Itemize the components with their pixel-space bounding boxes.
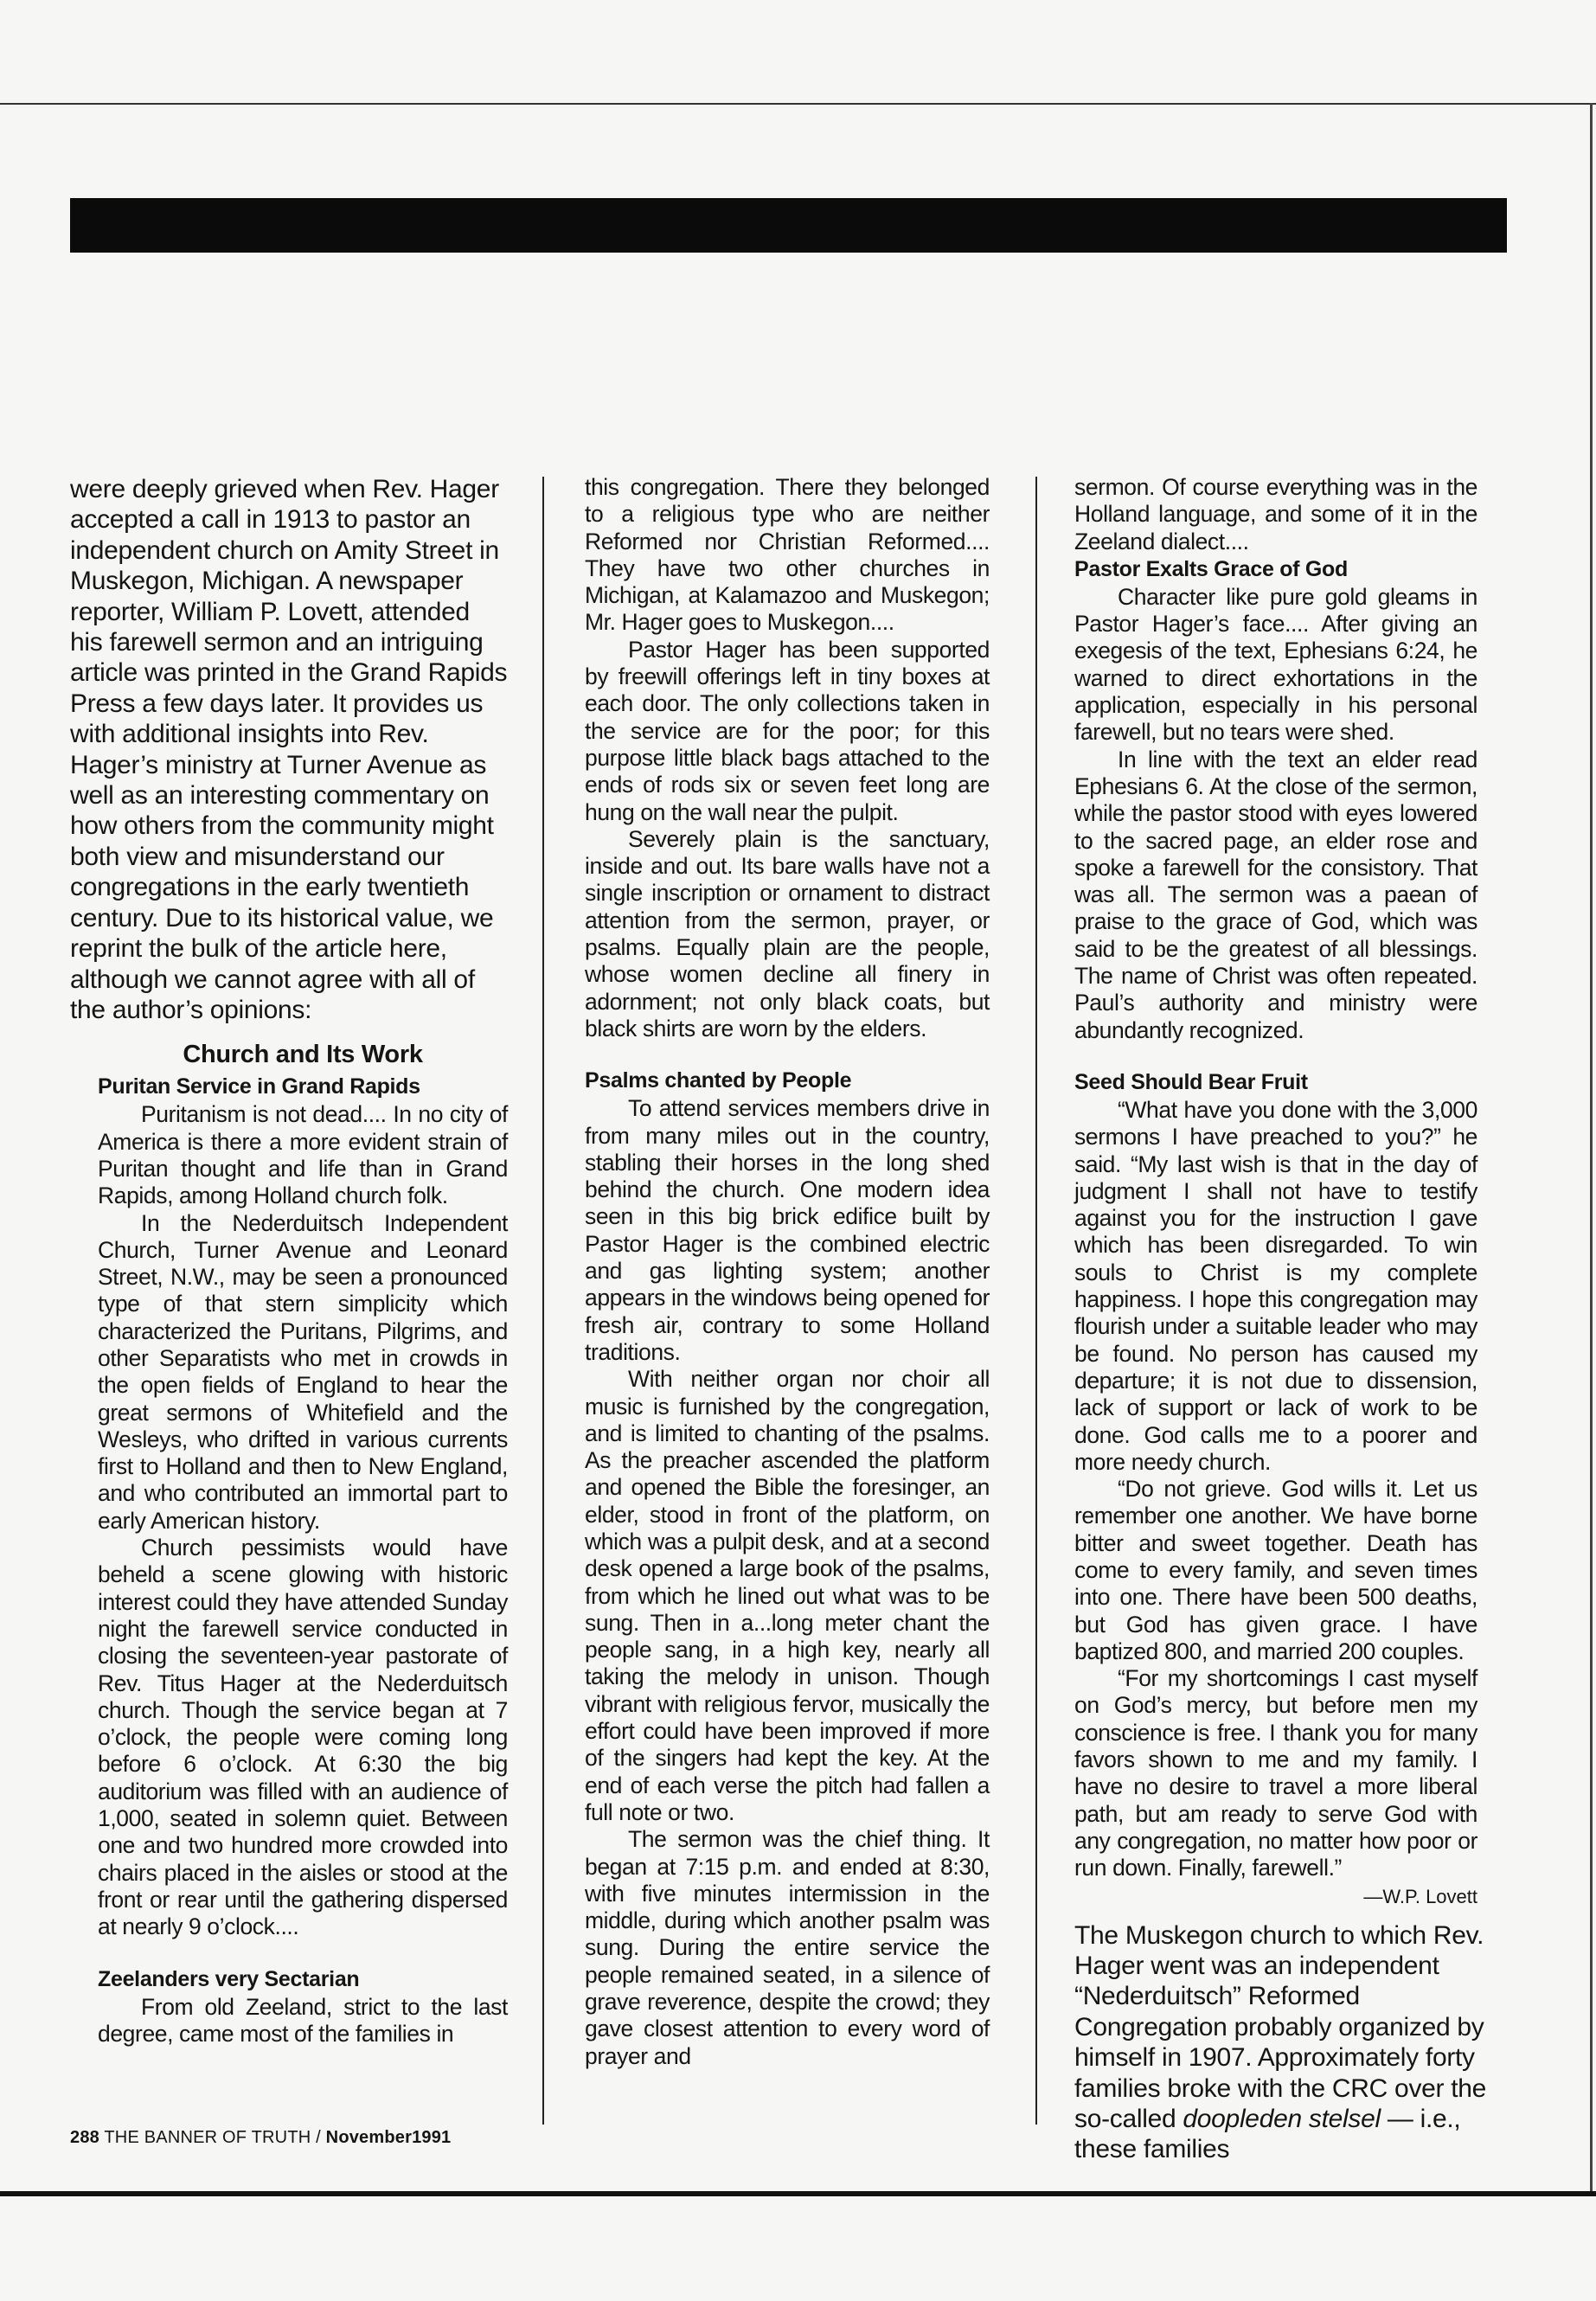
paragraph: “For my shortcomings I cast myself on God’s mercy, but before men my conscience is free. I thank you for many favors shown to me and my family. I have no desire to travel a more liberal path, but am ready to serve God with any congregation, no matter how poor or run down. Finally, farewell.”	[1074, 1665, 1477, 1881]
paragraph: With neither organ nor choir all music is furnished by the congregation, and is limited to chanting of the psalms. As the preacher ascended the platform and opened the Bible the foresinger, an elder, stood in front of the platform, on which was a pulpit desk, and at a second desk opened a large book of the psalms, from which he lined out what was to be sung. Then in a...long meter chant the people sang, in a high key, nearly all taking the melody in unison. Though vibrant with religious fervor, musically the effort could have been improved if more of the singers had kept the key. At the end of each verse the pitch had fallen a full note or two.	[585, 1366, 990, 1825]
page-number: 288	[70, 2128, 99, 2147]
paragraph: Puritanism is not dead.... In no city of America is there a more evident strain of Puritan thought and life than in Grand Rapids, among Holland church folk.	[98, 1101, 508, 1209]
paragraph: this congregation. There they belonged to a religious type who are neither Reformed nor Christian Reformed.... They have two other churches in Michigan, at Kalamazoo and Muskegon; Mr. Hager goes to Muskegon....	[585, 474, 990, 636]
column-divider	[1035, 477, 1037, 2125]
paragraph: The sermon was the chief thing. It began at 7:15 p.m. and ended at 8:30, with five minutes intermission in the middle, during which another psalm was sung. During the entire service the people remained seated, in a silence of grave reverence, despite the crowd; they gave closest attention to every word of prayer and	[585, 1826, 990, 2069]
paragraph: Pastor Hager has been supported by freewill offerings left in tiny boxes at each door. The only collections taken in the service are for the poor; for this purpose little black bags attached to the ends of rods six or seven feet long are hung on the wall near the pulpit.	[585, 636, 990, 825]
issue-date: November1991	[325, 2128, 452, 2147]
author-signature: —W.P. Lovett	[1363, 1885, 1477, 1907]
closing-text-end: — i.e., these families	[1074, 2104, 1461, 2164]
intro-paragraph: were deeply grieved when Rev. Hager accepted a call in 1913 to pastor an independent church on Amity Street in Muskegon, Michigan. A newspaper reporter, William P. Lovett, attended his farewell sermon and an intriguing article was printed in the Grand Rapids Press a few days later. It provides us with additional insights into Rev. Hager’s ministry at Turner Avenue as well as an interesting commentary on how others from the community might both view and misunderstand our congregations in the early twentieth century. Due to its historical value, we reprint the bulk of the article here, although we cannot agree with all of the author’s opinions:	[70, 475, 508, 1024]
subheading: Puritan Service in Grand Rapids	[98, 1074, 420, 1099]
publication-name: THE BANNER OF TRUTH /	[104, 2128, 321, 2147]
paragraph: To attend services members drive in from many miles out in the country, stabling their horses in the long shed behind the church. One modern idea seen in this big brick edifice built by Pastor Hager is the combined electric and gas lighting system; another appears in the windows being opened for fresh air, contrary to some Holland traditions.	[585, 1095, 990, 1365]
reprinted-article	[98, 1041, 508, 2048]
header-black-bar	[70, 198, 1507, 253]
subheading: Psalms chanted by People	[585, 1068, 852, 1093]
closing-italic-term: doopleden stelsel	[1183, 2104, 1381, 2133]
paragraph: In line with the text an elder read Ephesians 6. At the close of the sermon, while the pastor stood with eyes lowered to the sacred page, an elder rose and spoke a farewell for the consistory. That was all. The sermon was a paean of praise to the grace of God, which was said to be the greatest of all blessings. The name of Christ was often repeated. Paul’s authority and ministry were abundantly recognized.	[1074, 746, 1477, 1043]
closing-text: The Muskegon church to which Rev. Hager went was an independent “Nederduitsch” Reformed Congregation probably organized by himself in 1907. Approximately forty families broke with the CRC over the so-called	[1074, 1920, 1487, 2133]
paragraph: In the Nederduitsch Independent Church, Turner Avenue and Leonard Street, N.W., may be seen a pronounced type of that stern simplicity which characterized the Puritans, Pilgrims, and other Separatists who met in crowds in the open fields of England to hear the great sermons of Whitefield and the Wesleys, who drifted in various currents first to Holland and then to New England, and who contributed an immortal part to early American history.	[98, 1209, 508, 1534]
column-2	[585, 474, 990, 2070]
subheading: Pastor Exalts Grace of God	[1074, 556, 1348, 581]
article-title: Church and Its Work	[183, 1041, 423, 1069]
column-1	[70, 474, 508, 2048]
page-edge-rule	[1590, 103, 1593, 2196]
paragraph: Severely plain is the sanctuary, inside and out. Its bare walls have not a single inscription or ornament to distract attention from the sermon, prayer, or psalms. Equally plain are the people, whose women decline all finery in adornment; not only black coats, but black shirts are worn by the elders.	[585, 825, 990, 1042]
paragraph: “What have you done with the 3,000 sermons I have preached to you?” he said. “My last wish is that in the day of judgment I shall not have to testify against you for the instruction I gave which has been disregarded. To win souls to Christ is my complete happiness. I hope this congregation may flourish under a suitable leader who may be found. No person has caused my departure; it is not due to dissension, lack of support or lack of work to be done. God calls me to a poorer and more needy church.	[1074, 1096, 1477, 1475]
paragraph: Church pessimists would have beheld a scene glowing with historic interest could they have attended Sunday night the farewell service conducted in closing the seventeen-year pastorate of Rev. Titus Hager at the Nederduitsch church. Though the service began at 7 o’clock, the people were coming long before 6 o’clock. At 6:30 the big auditorium was filled with an audience of 1,000, seated in solemn quiet. Between one and two hundred more crowded into chairs placed in the aisles or stood at the front or rear until the gathering dispersed at nearly 9 o’clock....	[98, 1535, 508, 1940]
closing-paragraph	[1074, 1920, 1498, 2165]
subheading: Zeelanders very Sectarian	[98, 1966, 360, 1991]
paragraph: From old Zeeland, strict to the last degree, came most of the families in	[98, 1993, 508, 2047]
top-rule	[0, 103, 1596, 105]
bottom-rule	[0, 2191, 1596, 2196]
column-divider	[542, 477, 544, 2125]
paragraph: “Do not grieve. God wills it. Let us remember one another. We have borne bitter and sweet together. Death has come to every family, and seven times into one. There have been 500 deaths, but God has given grace. I have baptized 800, and married 200 couples.	[1074, 1476, 1477, 1664]
column-3	[1074, 474, 1487, 2165]
paragraph: Character like pure gold gleams in Pastor Hager’s face.... After giving an exegesis of the text, Ephesians 6:24, he warned to direct exhortations in the application, especially in his personal farewell, but no tears were shed.	[1074, 583, 1477, 746]
subheading: Seed Should Bear Fruit	[1074, 1069, 1308, 1094]
page-footer	[70, 2128, 451, 2148]
paragraph: sermon. Of course everything was in the Holland language, and some of it in the Zeeland dialect....	[1074, 474, 1477, 554]
